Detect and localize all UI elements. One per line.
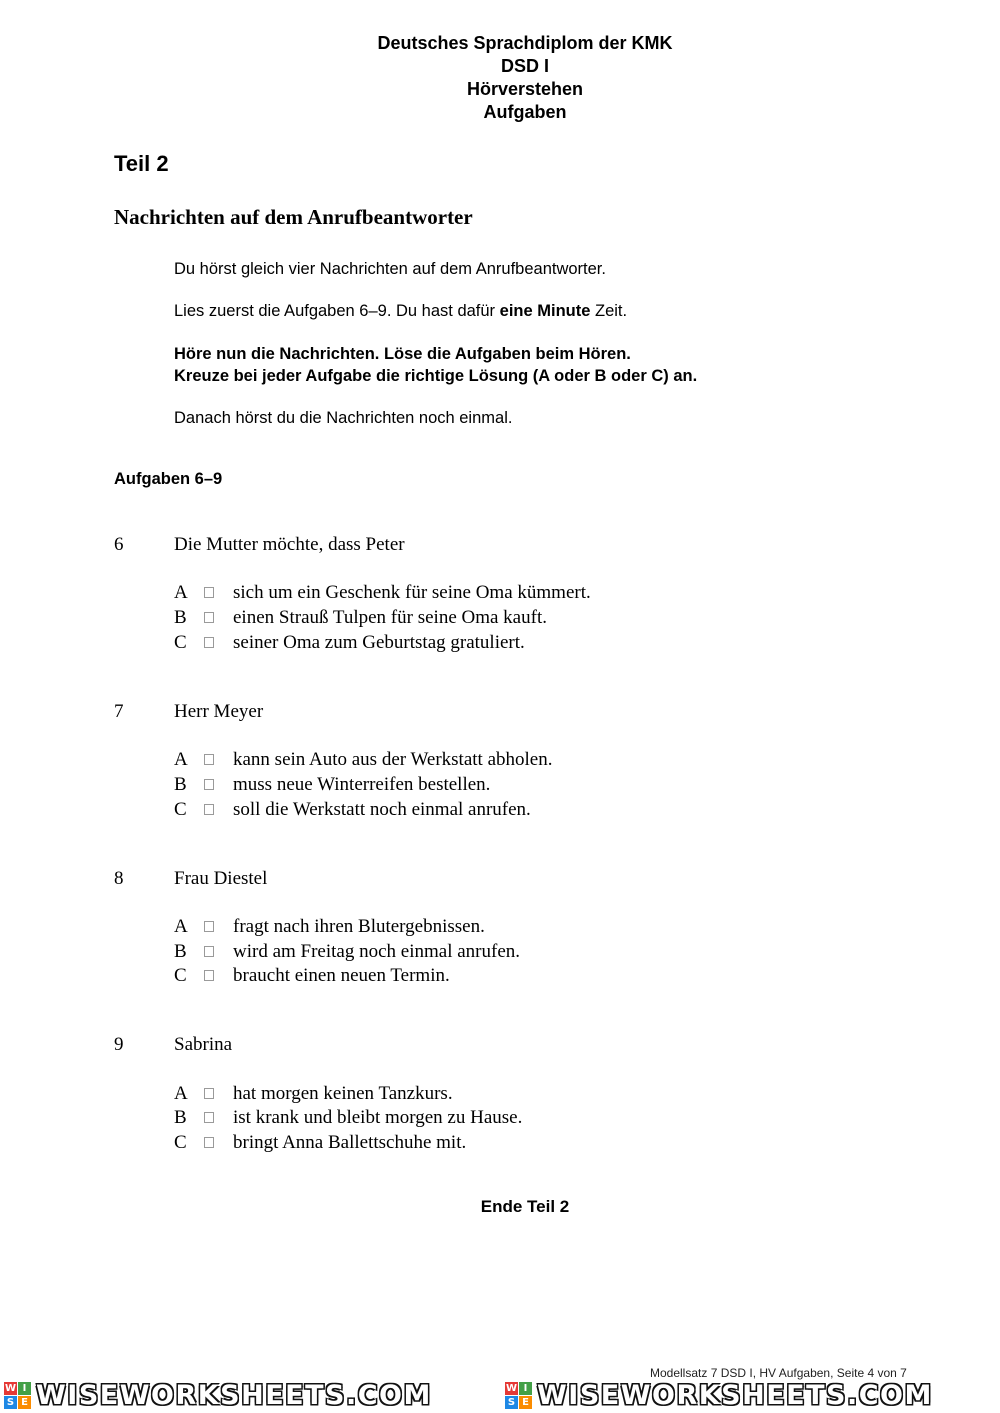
- page-footer: Modellsatz 7 DSD I, HV Aufgaben, Seite 4 von 7: [650, 1366, 907, 1380]
- logo-cell: I: [18, 1382, 31, 1395]
- question-number: 6: [114, 534, 124, 555]
- instruction-2-bold: eine Minute: [499, 302, 591, 320]
- logo-cell: S: [4, 1396, 17, 1409]
- instruction-3: [174, 343, 697, 387]
- option-letter: B: [174, 774, 187, 795]
- header-line-1: Deutsches Sprachdiplom der KMK: [377, 33, 673, 53]
- checkbox[interactable]: [204, 779, 214, 790]
- watermark-logo-icon: [4, 1382, 31, 1409]
- logo-cell: E: [18, 1396, 31, 1409]
- checkbox[interactable]: [204, 921, 214, 932]
- checkbox[interactable]: [204, 587, 214, 598]
- question-number: 8: [114, 868, 124, 889]
- instruction-2: [174, 300, 627, 322]
- instruction-3-line-2: Kreuze bei jeder Aufgabe die richtige Lösung (A oder B oder C) an.: [174, 367, 698, 385]
- option-text: einen Strauß Tulpen für seine Oma kauft.: [233, 607, 547, 628]
- header-line-3: Hörverstehen: [466, 79, 584, 99]
- logo-cell: S: [505, 1396, 518, 1409]
- checkbox[interactable]: [204, 1137, 214, 1148]
- instruction-1: Du hörst gleich vier Nachrichten auf dem Anrufbeantworter.: [174, 260, 606, 278]
- question-stem: Frau Diestel: [174, 868, 268, 889]
- logo-cell: W: [505, 1383, 518, 1394]
- checkbox[interactable]: [204, 946, 214, 957]
- instruction-2-pre: Lies zuerst die Aufgaben 6–9. Du hast dafür: [174, 302, 500, 320]
- option-letter: A: [174, 749, 188, 770]
- header-line-4: Aufgaben: [483, 102, 567, 122]
- option-letter: C: [174, 965, 187, 986]
- option-text: kann sein Auto aus der Werkstatt abholen.: [233, 749, 553, 770]
- option-text: hat morgen keinen Tanzkurs.: [233, 1083, 453, 1104]
- option-text: ist krank und bleibt morgen zu Hause.: [233, 1107, 523, 1128]
- option-letter: B: [174, 941, 187, 962]
- checkbox[interactable]: [204, 1112, 214, 1123]
- option-letter: A: [174, 1083, 188, 1104]
- checkbox[interactable]: [204, 1088, 214, 1099]
- tasks-heading: Aufgaben 6–9: [114, 470, 223, 488]
- question-number: 7: [114, 701, 124, 722]
- logo-cell: W: [4, 1383, 17, 1394]
- header-line-2: DSD I: [500, 56, 549, 76]
- checkbox[interactable]: [204, 970, 214, 981]
- question-stem: Herr Meyer: [174, 701, 264, 722]
- checkbox[interactable]: [204, 612, 214, 623]
- option-text: sich um ein Geschenk für seine Oma kümmert.: [233, 582, 591, 603]
- option-letter: A: [174, 916, 188, 937]
- option-letter: C: [174, 799, 187, 820]
- end-marker: Ende Teil 2: [480, 1197, 570, 1216]
- logo-cell: E: [519, 1396, 532, 1409]
- section-subtitle: Nachrichten auf dem Anrufbeantworter: [114, 205, 473, 229]
- document-header: [0, 32, 1000, 124]
- watermark-logo-icon: [505, 1382, 532, 1409]
- question-stem: Sabrina: [174, 1034, 233, 1055]
- option-text: soll die Werkstatt noch einmal anrufen.: [233, 799, 531, 820]
- checkbox[interactable]: [204, 637, 214, 648]
- option-text: bringt Anna Ballettschuhe mit.: [233, 1132, 467, 1153]
- instruction-4: Danach hörst du die Nachrichten noch einmal.: [174, 409, 513, 427]
- option-letter: A: [174, 582, 188, 603]
- option-letter: C: [174, 1132, 187, 1153]
- option-text: muss neue Winterreifen bestellen.: [233, 774, 491, 795]
- instruction-2-post: Zeit.: [590, 302, 628, 320]
- checkbox[interactable]: [204, 754, 214, 765]
- option-letter: C: [174, 632, 187, 653]
- checkbox[interactable]: [204, 804, 214, 815]
- instruction-3-line-1: Höre nun die Nachrichten. Löse die Aufgaben beim Hören.: [174, 345, 631, 363]
- option-text: braucht einen neuen Termin.: [233, 965, 450, 986]
- option-letter: B: [174, 607, 187, 628]
- option-text: seiner Oma zum Geburtstag gratuliert.: [233, 632, 525, 653]
- logo-cell: I: [519, 1382, 532, 1395]
- option-text: wird am Freitag noch einmal anrufen.: [233, 941, 521, 962]
- question-number: 9: [114, 1034, 124, 1055]
- option-letter: B: [174, 1107, 187, 1128]
- option-text: fragt nach ihren Blutergebnissen.: [233, 916, 485, 937]
- watermark-brand: WISEWORKSHEETS.COM: [36, 1380, 432, 1411]
- question-stem: Die Mutter möchte, dass Peter: [174, 534, 405, 555]
- watermark-brand: WISEWORKSHEETS.COM: [537, 1380, 933, 1411]
- section-title: Teil 2: [114, 151, 169, 176]
